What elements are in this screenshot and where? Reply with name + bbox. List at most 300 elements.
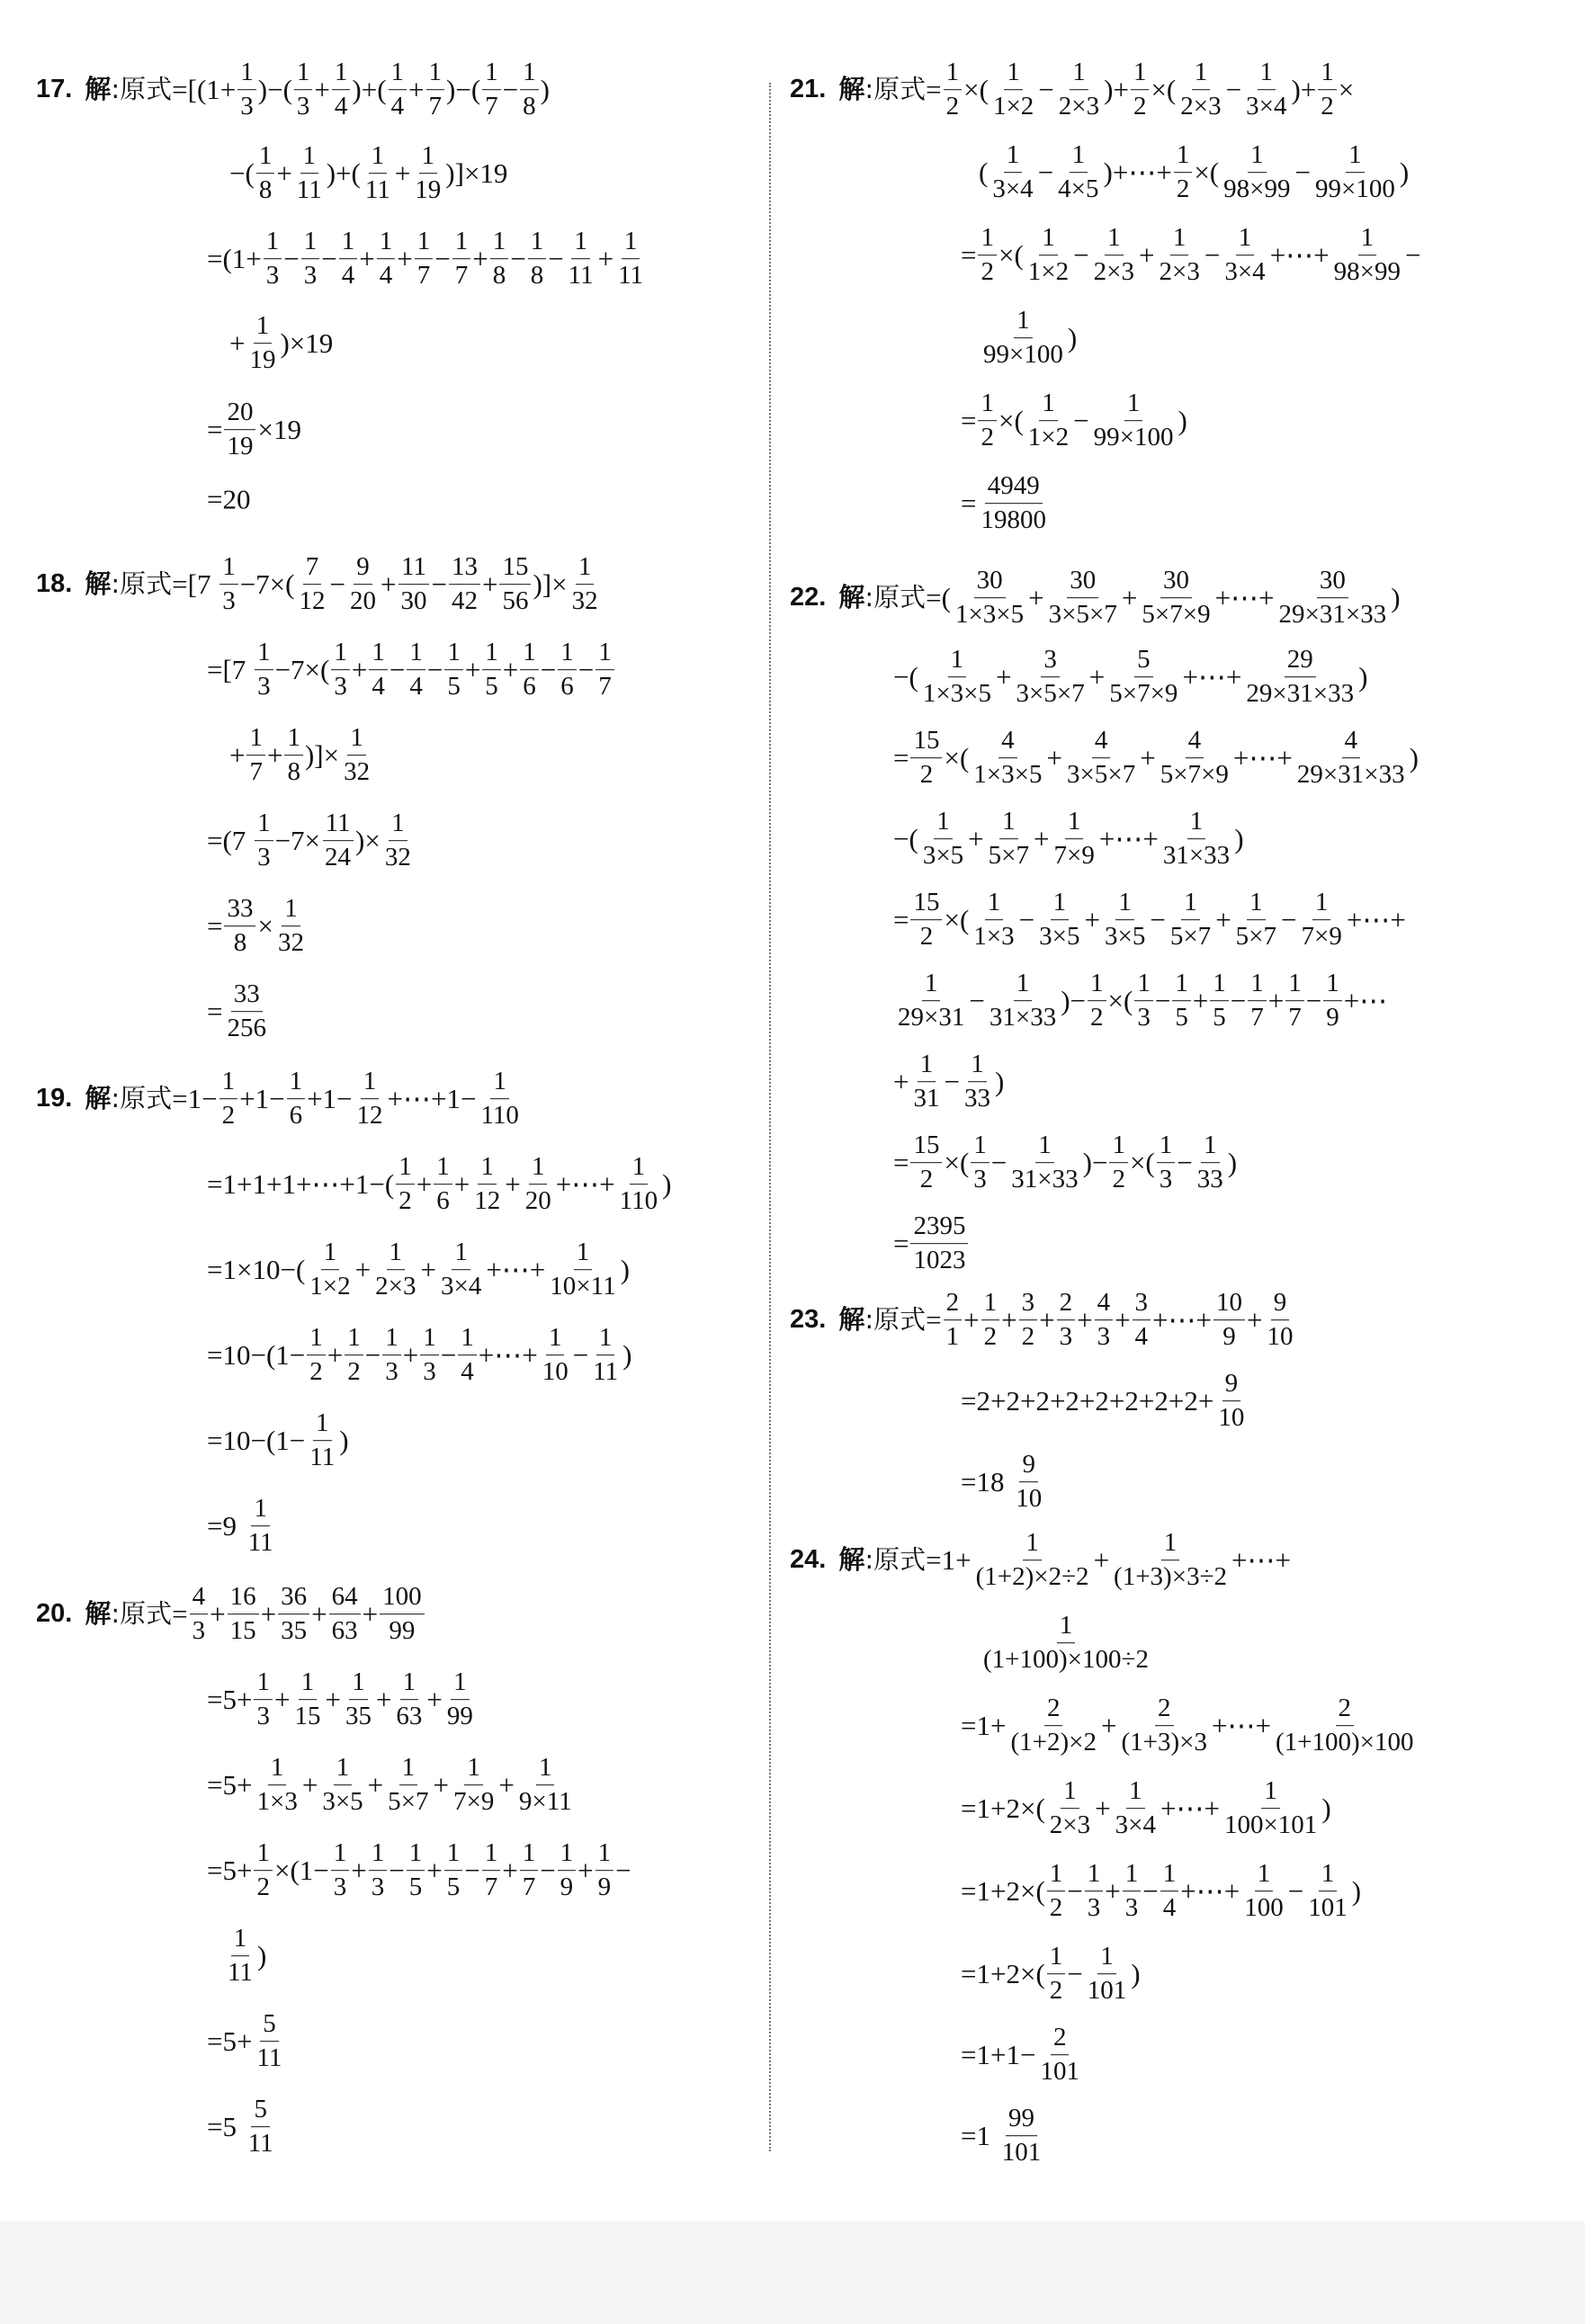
math-text: + <box>1084 904 1100 936</box>
math-text: + <box>498 1769 515 1801</box>
denominator: 5×7 <box>988 841 1030 871</box>
math-text: − <box>1305 985 1322 1017</box>
denominator: 19 <box>415 175 442 205</box>
colon: : <box>864 582 874 613</box>
fraction <box>319 1754 365 1817</box>
numerator: 1 <box>321 1238 340 1270</box>
math-text: )−( <box>446 74 481 106</box>
math-text: )]×19 <box>445 157 508 190</box>
numerator: 1 <box>345 1324 363 1355</box>
colon: : <box>864 1304 874 1336</box>
denominator: 3 <box>371 1873 385 1902</box>
denominator: 3 <box>1097 1322 1111 1352</box>
numerator: 1 <box>1248 970 1267 1001</box>
math-text: =5+ <box>207 1855 253 1887</box>
denominator: 5×7×9 <box>1160 760 1229 790</box>
math-text: +⋯+ <box>1160 1792 1220 1825</box>
fraction <box>246 312 278 375</box>
fraction <box>1233 889 1279 952</box>
numerator: 1 <box>1070 58 1088 90</box>
numerator: 1 <box>1065 808 1084 839</box>
numerator: 1 <box>558 1839 577 1871</box>
numerator: 1 <box>389 58 407 90</box>
fraction <box>1064 727 1138 790</box>
numerator: 9 <box>354 553 372 585</box>
numerator: 1 <box>546 1324 565 1355</box>
math-text: ×( <box>1129 1147 1155 1179</box>
problem-number: 17. <box>36 75 73 104</box>
denominator: 19 <box>249 345 276 375</box>
numerator: 1 <box>1201 1131 1220 1163</box>
denominator: 3×5×7 <box>1048 600 1117 630</box>
math-line <box>961 1860 1361 1923</box>
denominator: 12 <box>474 1186 501 1216</box>
numerator: 100 <box>380 1583 425 1614</box>
math-text: − <box>321 243 337 275</box>
fraction <box>331 639 350 702</box>
fraction <box>382 1324 401 1387</box>
numerator: 1 <box>444 639 463 670</box>
fraction <box>1013 1451 1044 1514</box>
math-text: ) <box>1321 1792 1331 1825</box>
denominator: 15 <box>294 1702 321 1731</box>
denominator: 99 <box>389 1616 416 1646</box>
fraction <box>962 1050 993 1113</box>
math-line <box>207 1153 671 1216</box>
numerator: 1 <box>1323 970 1342 1001</box>
numerator: 1 <box>434 1153 452 1184</box>
numerator: 1 <box>1261 1777 1280 1809</box>
math-text: + <box>1215 904 1231 936</box>
fraction <box>1210 970 1229 1032</box>
fraction <box>294 142 325 205</box>
denominator: 4 <box>341 261 355 290</box>
fraction <box>264 228 282 290</box>
denominator: 3 <box>296 92 310 121</box>
denominator: 11 <box>568 261 594 290</box>
numerator: 1 <box>1126 1777 1145 1809</box>
numerator: 2 <box>1155 1694 1174 1726</box>
math-text: + <box>1088 661 1106 693</box>
fraction <box>971 889 1016 952</box>
math-text: ×( <box>998 239 1024 272</box>
denominator: 9×11 <box>518 1787 572 1817</box>
numerator: 11 <box>398 553 429 585</box>
fraction <box>1331 224 1403 287</box>
numerator: 1 <box>313 1409 332 1441</box>
fraction <box>1055 141 1101 204</box>
fraction <box>307 1238 353 1301</box>
math-text: − <box>1405 239 1421 272</box>
denominator: 3×4 <box>1246 92 1287 121</box>
fraction <box>407 1839 425 1902</box>
math-line <box>207 2010 286 2073</box>
fraction <box>1312 141 1398 204</box>
denominator: 6 <box>436 1186 450 1216</box>
fraction <box>1085 1943 1130 2006</box>
fraction <box>482 1839 501 1902</box>
numerator: 2 <box>1051 2024 1070 2055</box>
solve-label: 解 <box>838 74 865 105</box>
denominator: 1×2 <box>992 92 1034 121</box>
numerator: 9 <box>1222 1370 1241 1401</box>
fraction <box>1025 389 1071 452</box>
denominator: 2 <box>983 1322 998 1352</box>
denominator: 256 <box>227 1014 266 1043</box>
colon: : <box>111 1083 121 1114</box>
fraction <box>520 58 539 121</box>
math-text: − <box>389 654 406 686</box>
numerator: 64 <box>329 1583 361 1614</box>
numerator: 1 <box>999 808 1018 839</box>
fraction <box>287 1068 306 1131</box>
math-text: − <box>1018 904 1035 936</box>
math-text: + <box>472 243 488 275</box>
math-text: + <box>1139 239 1155 272</box>
numerator: 1 <box>284 724 303 755</box>
denominator: 99 <box>446 1702 473 1731</box>
numerator: 1 <box>268 1754 287 1785</box>
numerator: 1 <box>339 228 358 259</box>
math-text: =5+ <box>207 2025 253 2058</box>
numerator: 1 <box>1157 1131 1176 1163</box>
math-text: − <box>578 654 595 686</box>
numerator: 2 <box>944 1289 963 1320</box>
numerator: 10 <box>1213 1289 1245 1320</box>
math-text: −7× <box>274 825 321 857</box>
solve-label: 解 <box>85 74 112 105</box>
numerator: 1 <box>255 809 273 841</box>
denominator: 2 <box>919 1165 934 1194</box>
denominator: 35 <box>345 1702 372 1731</box>
fraction <box>255 639 273 702</box>
numerator: 1 <box>1312 889 1331 920</box>
math-line <box>979 141 1409 204</box>
math-line <box>229 312 333 375</box>
numerator: 30 <box>1067 567 1098 598</box>
denominator: 7 <box>454 261 469 290</box>
numerator: 1 <box>294 58 313 90</box>
math-text: =10−(1− <box>207 1425 306 1457</box>
math-line <box>207 398 301 461</box>
math-text: +⋯+ <box>555 1168 615 1201</box>
math-text: ) <box>620 1254 630 1286</box>
fraction <box>558 639 577 702</box>
denominator: (1+100)×100÷2 <box>983 1645 1149 1675</box>
fraction <box>363 142 393 205</box>
numerator: 1 <box>1088 970 1106 1001</box>
fraction <box>528 228 547 290</box>
math-text: + <box>351 654 368 686</box>
fraction <box>1109 1131 1128 1194</box>
math-text: − <box>1204 239 1221 272</box>
numerator: 1 <box>287 1068 306 1099</box>
denominator: 35 <box>281 1616 308 1646</box>
numerator: 1 <box>389 809 407 841</box>
numerator: 1 <box>1131 58 1150 90</box>
numerator: 99 <box>1006 2105 1037 2136</box>
numerator: 1 <box>300 142 319 174</box>
denominator: 98×99 <box>1223 174 1291 204</box>
fraction <box>987 970 1059 1032</box>
math-text: ×( <box>944 742 970 774</box>
math-line <box>893 727 1419 790</box>
math-text: =1+1+1+⋯+1−( <box>207 1168 395 1201</box>
fraction <box>369 1839 388 1902</box>
numerator: 30 <box>1160 567 1192 598</box>
problem-number: 20. <box>36 1599 73 1629</box>
math-line <box>979 307 1077 370</box>
numerator: 1 <box>419 142 438 174</box>
math-text: ×( <box>998 405 1024 437</box>
numerator: 1 <box>971 1131 990 1163</box>
math-text: )]× <box>533 568 568 601</box>
math-text: ) <box>540 74 550 106</box>
math-line <box>207 1839 631 1902</box>
colon: : <box>111 568 121 600</box>
denominator: 1×3 <box>973 922 1015 952</box>
numerator: 4 <box>1342 727 1361 758</box>
fraction <box>190 1583 209 1646</box>
numerator: 1 <box>400 1668 419 1700</box>
numerator: 1 <box>1247 889 1266 920</box>
fraction <box>254 1754 300 1817</box>
numerator: 2 <box>1336 1694 1355 1726</box>
math-line <box>207 1324 631 1387</box>
numerator: 1 <box>576 553 595 585</box>
colon: : <box>864 1544 874 1576</box>
fraction <box>398 553 429 616</box>
fraction <box>444 1839 463 1902</box>
fraction <box>516 1754 575 1817</box>
math-text: + <box>996 661 1012 693</box>
math-text: − <box>502 74 519 106</box>
math-text: + <box>1101 1710 1117 1742</box>
fraction <box>1056 58 1102 121</box>
denominator: 6 <box>560 672 574 702</box>
numerator: 1 <box>407 1839 425 1871</box>
denominator: 8 <box>523 92 536 121</box>
denominator: 30 <box>400 586 427 616</box>
math-text: =1 <box>961 2120 998 2152</box>
math-text: − <box>1281 904 1297 936</box>
denominator: 3 <box>1124 1893 1139 1923</box>
math-text: =[7 <box>207 654 254 686</box>
fraction <box>490 228 509 290</box>
expression-label: 原式 <box>873 1304 927 1336</box>
numerator: 1 <box>595 1839 614 1871</box>
right-column <box>790 0 1509 2168</box>
math-text: + <box>229 327 246 360</box>
denominator: 32 <box>344 757 371 787</box>
numerator: 1 <box>482 1839 501 1871</box>
fraction <box>944 58 963 121</box>
fraction <box>569 553 601 616</box>
fraction <box>255 809 273 872</box>
math-text: + <box>416 1168 433 1201</box>
fraction <box>1007 1694 1099 1757</box>
fraction <box>910 1131 942 1194</box>
math-text: + <box>229 739 246 772</box>
math-text: + <box>893 1066 909 1098</box>
denominator: 8 <box>530 261 544 290</box>
math-text: − <box>969 985 985 1017</box>
denominator: 63 <box>396 1702 423 1731</box>
denominator: 1×2 <box>1027 423 1070 452</box>
numerator: 1 <box>1051 889 1070 920</box>
fraction <box>615 228 646 290</box>
denominator: 7×9 <box>1053 841 1095 871</box>
denominator: 101 <box>1040 2057 1079 2087</box>
math-text: )+( <box>326 157 361 190</box>
math-text: −7×( <box>274 654 330 686</box>
numerator: 1 <box>978 389 997 421</box>
denominator: 3 <box>192 1616 206 1646</box>
denominator: 8 <box>492 261 506 290</box>
denominator: 3 <box>1137 1003 1151 1032</box>
denominator: 4 <box>1134 1322 1149 1352</box>
solve-label: 解 <box>838 1304 865 1336</box>
math-text: × <box>257 910 273 943</box>
numerator: 1 <box>458 1324 477 1355</box>
math-text: − <box>1225 74 1242 106</box>
fraction <box>1160 1860 1179 1923</box>
denominator: 2 <box>945 92 960 121</box>
numerator: 1 <box>1134 970 1153 1001</box>
fraction <box>458 1324 477 1387</box>
fraction <box>523 1153 554 1216</box>
fraction <box>1243 58 1289 121</box>
fraction <box>1052 808 1097 871</box>
numerator: 1 <box>1258 58 1276 90</box>
fraction <box>566 228 596 290</box>
math-text: =20 <box>207 483 251 515</box>
math-text: )×19 <box>280 327 334 360</box>
denominator: 1 <box>945 1322 960 1352</box>
math-line <box>207 483 251 515</box>
solve-label: 解 <box>838 1544 865 1576</box>
math-line <box>961 2105 1045 2168</box>
math-line <box>961 2024 1084 2087</box>
numerator: 1 <box>1192 58 1211 90</box>
fraction <box>910 889 942 952</box>
numerator: 1 <box>399 1754 418 1785</box>
fraction <box>590 1324 621 1387</box>
denominator: 98×99 <box>1333 257 1401 287</box>
fraction <box>224 895 255 958</box>
numerator: 4 <box>1186 727 1204 758</box>
numerator: 1 <box>968 1050 987 1082</box>
numerator: 1 <box>1160 1860 1179 1891</box>
math-text: −( <box>893 661 918 693</box>
denominator: 31 <box>913 1084 940 1113</box>
denominator: 29×31 <box>898 1003 965 1032</box>
fraction <box>246 724 265 787</box>
numerator: 1 <box>490 1068 509 1099</box>
denominator: 1×2 <box>1027 257 1070 287</box>
numerator: 1 <box>254 1668 273 1700</box>
fraction <box>1123 1860 1142 1923</box>
fraction <box>1285 970 1304 1032</box>
math-text: +1− <box>307 1083 353 1115</box>
denominator: 101 <box>1001 2138 1042 2168</box>
numerator: 1 <box>948 646 967 677</box>
fraction <box>228 1583 259 1646</box>
denominator: 11 <box>247 1528 273 1558</box>
math-line <box>207 1238 630 1301</box>
denominator: 32 <box>277 928 304 958</box>
page-footer-band <box>0 2221 1585 2324</box>
numerator: 1 <box>529 1153 548 1184</box>
math-text: + <box>1267 985 1285 1017</box>
numerator: 1 <box>415 228 434 259</box>
math-text: + <box>394 157 411 190</box>
math-text: )× <box>355 825 381 857</box>
math-text: ×( <box>1107 985 1133 1017</box>
fraction <box>1019 1289 1038 1352</box>
math-text: ) <box>1358 661 1368 693</box>
math-text: =1+2×( <box>961 1958 1045 1990</box>
numerator: 30 <box>1317 567 1348 598</box>
fraction <box>291 1668 323 1731</box>
problem-number: 19. <box>36 1084 73 1113</box>
math-text: +⋯+ <box>1180 1875 1240 1908</box>
denominator: 3×5×7 <box>1016 679 1085 709</box>
fraction <box>1273 1694 1417 1757</box>
numerator: 1 <box>1124 389 1143 421</box>
denominator: 31×33 <box>989 1003 1057 1032</box>
fraction <box>895 970 967 1032</box>
denominator: 15 <box>229 1616 256 1646</box>
denominator: 11 <box>309 1443 336 1472</box>
denominator: 3 <box>222 586 236 616</box>
denominator: 2 <box>1176 174 1190 204</box>
numerator: 1 <box>256 142 275 174</box>
numerator: 5 <box>1134 646 1153 677</box>
fraction <box>343 1668 374 1731</box>
math-text: + <box>1247 1304 1263 1336</box>
fraction <box>389 58 407 121</box>
fraction <box>294 58 313 121</box>
denominator: 7 <box>249 757 263 787</box>
denominator: 3 <box>257 672 271 702</box>
fraction <box>452 228 471 290</box>
denominator: 3 <box>1059 1322 1073 1352</box>
fraction <box>332 58 351 121</box>
math-line <box>961 1451 1046 1514</box>
fraction <box>1318 58 1337 121</box>
math-text: + <box>420 1254 436 1286</box>
math-text: )− <box>1082 1147 1108 1179</box>
math-text: ) <box>1178 405 1187 437</box>
math-text: ) <box>1391 582 1401 614</box>
math-line <box>207 809 416 872</box>
math-text: ×( <box>1194 156 1220 189</box>
denominator: 1×2 <box>309 1272 351 1301</box>
numerator: 1 <box>1070 141 1088 173</box>
math-line <box>207 2096 278 2159</box>
math-text: ) <box>994 1066 1005 1098</box>
numerator: 1 <box>1014 307 1033 338</box>
numerator: 4 <box>1095 1289 1114 1320</box>
math-text: +⋯+1− <box>387 1083 477 1115</box>
fraction <box>451 1754 497 1817</box>
fraction <box>978 472 1049 535</box>
denominator: (1+2)×2÷2 <box>975 1562 1089 1592</box>
math-text: − <box>1154 985 1171 1017</box>
denominator: 5 <box>446 1873 461 1902</box>
expression-label: 原式 <box>120 568 173 600</box>
